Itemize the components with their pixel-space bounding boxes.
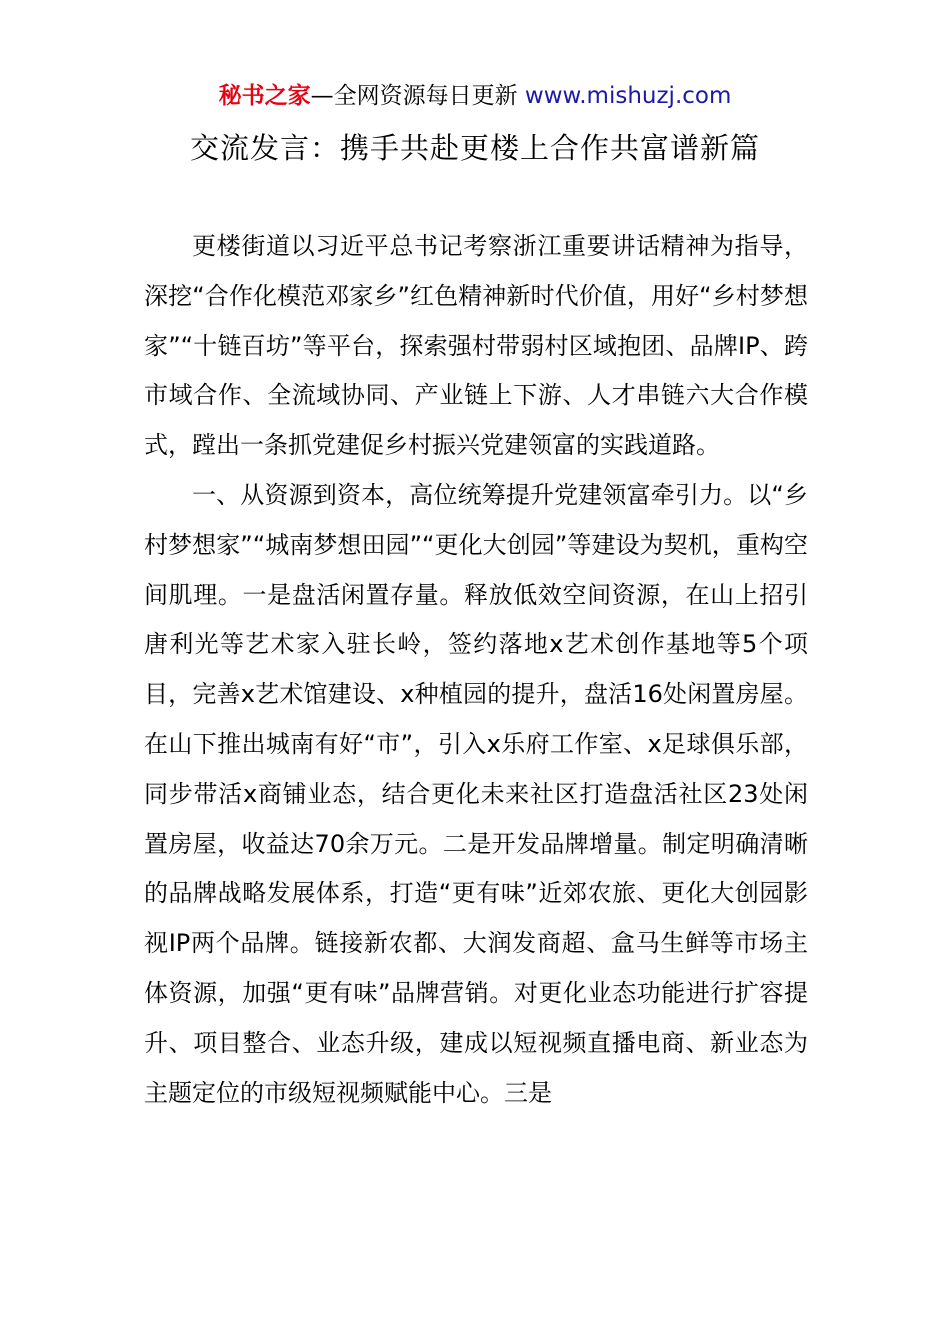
document-body: [144, 222, 808, 1118]
document-title: 交流发言：携手共赴更楼上合作共富谱新篇: [189, 131, 760, 165]
section-one-paragraph: 一、从资源到资本，高位统筹提升党建领富牵引力。以“乡村梦想家”“城南梦想田园”“更化大创园”等建设为契机，重构空间肌理。一是盘活闲置存量。释放低效空间资源，在山上招引唐利光等艺术家入驻长岭，签约落地x艺术创作基地等5个项目，完善x艺术馆建设、x种植园的提升，盘活16处闲置房屋。在山下推出城南有好“市”，引入x乐府工作室、x足球俱乐部，同步带活x商铺业态，结合更化未来社区打造盘活社区23处闲置房屋，收益达70余万元。二是开发品牌增量。制定明确清晰的品牌战略发展体系，打造“更有味”近郊农旅、更化大创园影视IP两个品牌。链接新农都、大润发商超、盒马生鲜等市场主体资源，加强“更有味”品牌营销。对更化业态功能进行扩容提升、项目整合、业态升级，建成以短视频直播电商、新业态为主题定位的市级短视频赋能中心。三是: [144, 480, 808, 1107]
site-url-link[interactable]: www.mishuzj.com: [524, 83, 732, 109]
site-brand: 秘书之家: [218, 83, 311, 109]
site-tagline: —全网资源每日更新: [310, 83, 518, 109]
site-header: [0, 80, 950, 112]
intro-paragraph: 更楼街道以习近平总书记考察浙江重要讲话精神为指导，深挖“合作化模范邓家乡”红色精神新时代价值，用好“乡村梦想家”“十链百坊”等平台，探索强村带弱村区域抱团、品牌IP、跨市域合作、全流域协同、产业链上下游、人才串链六大合作模式，蹚出一条抓党建促乡村振兴党建领富的实践道路。: [144, 232, 808, 460]
